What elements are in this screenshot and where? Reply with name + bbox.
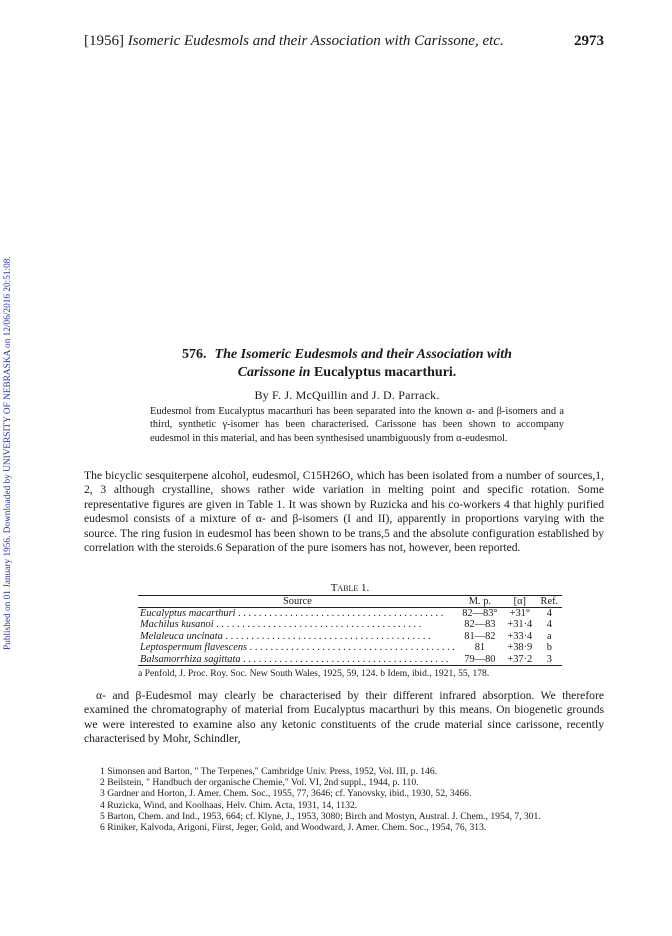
eudesmol-table (138, 595, 562, 666)
running-head-year: [1956] (84, 33, 124, 49)
article-title-line1: The Isomeric Eudesmols and their Association with (214, 347, 512, 362)
cell-rotation: +31° (509, 608, 530, 619)
cell-rotation: +33·4 (507, 630, 533, 642)
download-watermark (2, 150, 16, 670)
cell-source: Eucalyptus macarthuri . . . (138, 608, 457, 620)
cell-mp: 81—82 (464, 630, 496, 642)
download-watermark-text: Published on 01 January 1956. Downloaded by UNIVERSITY OF NEBRASKA on 12/06/2016 20:51:08. (3, 256, 13, 650)
table-header-row (138, 596, 562, 608)
article-title-line2-italic: Carissone in (237, 365, 311, 380)
running-head (84, 33, 604, 50)
cell-mp: 82—83 (464, 619, 496, 631)
cell-ref: 3 (537, 654, 562, 666)
cell-source: Leptospermum flavescens . . . (138, 642, 457, 653)
header-mp: M. p. (457, 596, 503, 608)
header-rotation: [α] (503, 596, 537, 608)
reference-item: 1 Simonsen and Barton, " The Terpenes," Cambridge Univ. Press, 1952, Vol. III, p. 146. (100, 766, 438, 777)
page-number: 2973 (574, 33, 604, 49)
reference-item: 2 Beilstein, " Handbuch der organische Chemie," Vol. VI, 2nd suppl., 1944, p. 110. (100, 777, 419, 789)
table-row (138, 619, 562, 630)
cell-mp: 79—80 (457, 654, 503, 666)
table-footnote: a Penfold, J. Proc. Roy. Soc. New South Wales, 1925, 59, 124. b Idem, ibid., 1921, 55, 178. (138, 668, 490, 680)
table-1 (138, 582, 562, 679)
reference-item: 5 Barton, Chem. and Ind., 1953, 664; cf. Klyne, J., 1953, 3080; Birch and Mostyn, Austral. J. Chem., 1954, 7, 301. (100, 810, 541, 822)
reference-item: 4 Ruzicka, Wind, and Koolhaas, Helv. Chim. Acta, 1931, 14, 1132. (100, 799, 358, 811)
table-row (138, 654, 562, 666)
abstract: Eudesmol from Eucalyptus macarthuri has been separated into the known α- and β-isomers and a third, synthetic γ-isomer has been characterised. Carissone has been shown to accompany eudesmol in this material, and has been synthesised unambiguously from α-eudesmol. (150, 406, 564, 444)
paragraph-chromatography: α- and β-Eudesmol may clearly be characterised by their different infrared absorption. We therefore examined the chromatography of material from Eucalyptus macarthuri by this means. On biogenetic grounds we were interested to examine also any ketonic constituents of the crude material since carissone, recently characterised by Mohr, Schindler, (84, 689, 604, 746)
table-row (138, 631, 562, 642)
reference-list (84, 766, 604, 833)
cell-ref: a (547, 630, 552, 642)
header-source: Source (138, 596, 457, 608)
cell-mp: 81 (474, 642, 486, 654)
cell-rotation: +37·2 (503, 654, 537, 666)
cell-source: Machilus kusanoi . . . (138, 619, 457, 630)
cell-rotation: +38·9 (507, 642, 533, 654)
cell-source: Melaleuca uncinata . . . (138, 631, 457, 642)
article-number: 576. (182, 347, 207, 362)
cell-rotation: +31·4 (507, 619, 533, 631)
header-ref: Ref. (537, 596, 562, 608)
reference-item: 3 Gardner and Horton, J. Amer. Chem. Soc., 1955, 77, 3646; cf. Yanovsky, ibid., 1930, 52, 3466. (100, 788, 472, 800)
cell-source: Balsamorrhiza sagittata . . . (138, 654, 457, 666)
authors: By F. J. McQuillin and J. D. Parrack. (254, 388, 440, 402)
article-title-line2-plain: Eucalyptus macarthuri. (313, 365, 457, 380)
cell-ref: b (546, 642, 552, 654)
paragraph-intro: The bicyclic sesquiterpene alcohol, eudesmol, C15H26O, which has been isolated from a number of sources,1, 2, 3 although crystalline, shows rather wide variation in melting point and specific rotation. Some representative figures are given in Table 1. It was shown by Ruzicka and his co-workers 4 that highly purified eudesmol consists of a mixture of α- and β-isomers (I and II), apparently in proportions varying with the source. The ring fusion in eudesmol has been shown to be trans,5 and the absolute configuration established by correlation with the steroids.6 Separation of the pure isomers has not, however, been reported. (84, 469, 604, 555)
cell-ref: 4 (546, 608, 552, 619)
table-row (138, 642, 562, 653)
table-row (138, 608, 562, 620)
running-head-title: Isomeric Eudesmols and their Association with Carissone, etc. (127, 33, 504, 49)
article-title (92, 346, 602, 382)
article-header (92, 346, 602, 403)
cell-ref: 4 (546, 619, 552, 631)
reference-item: 6 Riniker, Kalvoda, Arigoni, Fürst, Jeger, Gold, and Woodward, J. Amer. Chem. Soc., 1954, 76, 313. (100, 822, 487, 834)
running-head-left (84, 33, 504, 50)
cell-mp: 82—83° (462, 608, 498, 619)
table-caption: Table 1. (330, 582, 370, 594)
